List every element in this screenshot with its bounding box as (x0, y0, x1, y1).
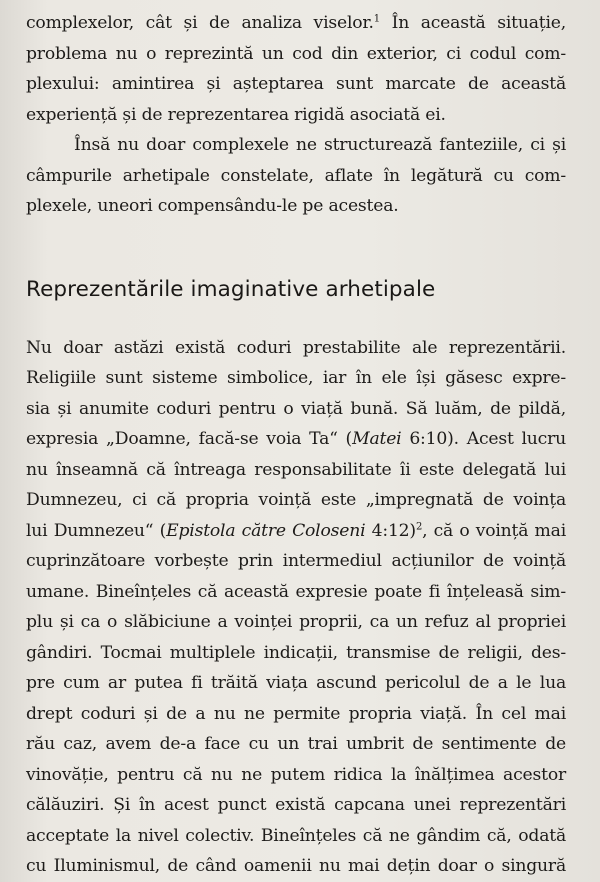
text-line: umane. Bineînțeles că această expresie poate fi înțeleasă sim- (26, 581, 566, 602)
paragraph-archetypal-fields (26, 130, 566, 222)
text-line: Nu doar astăzi există coduri prestabilite ale reprezentării. (26, 337, 566, 358)
text-line: sia și anumite coduri pentru o viață bună. Să luăm, de pildă, (26, 398, 566, 419)
text-line (26, 8, 566, 39)
text-span: lui Dumnezeu“ ( (26, 520, 167, 541)
text-line: plexului: amintirea și așteptarea sunt marcate de această (26, 74, 566, 94)
text-line: plu și ca o slăbiciune a voinței proprii, ca un refuz al propriei (26, 612, 566, 632)
text-span: În această situație, (379, 13, 566, 33)
text-line: rău caz, avem de-a face cu un trai umbrit de sentimente de (26, 734, 566, 754)
text-line: cu Iluminismul, de când oamenii nu mai dețin doar o singură (26, 856, 566, 876)
text-line: vinovăție, pentru că nu ne putem ridica la înălțimea acestor (26, 764, 566, 785)
paragraph-codes-religion (26, 333, 566, 882)
text-line: problema nu o reprezintă un cod din exterior, ci codul com- (26, 43, 566, 64)
text-span: 6:10). Acest lucru (401, 429, 566, 449)
text-line (26, 516, 566, 547)
text-line: gândiri. Tocmai multiplele indicații, transmise de religii, des- (26, 642, 566, 663)
bible-reference: Matei (352, 429, 402, 449)
text-span: 4:12) (365, 520, 416, 541)
text-line: drept coduri și de a nu ne permite propria viață. În cel mai (26, 703, 566, 724)
text-line: plexele, uneori compensându-le pe acestea. (26, 196, 399, 216)
text-span: , că o voință mai (422, 520, 566, 541)
text-span: complexelor, cât și de analiza viselor. (26, 13, 374, 33)
text-line: experiență și de reprezentarea rigidă asociată ei. (26, 104, 446, 125)
section-heading: Reprezentările imaginative arhetipale (26, 276, 436, 302)
text-line: acceptate la nivel colectiv. Bineînțeles că ne gândim că, odată (26, 825, 566, 846)
text-span: expresia „Doamne, facă-se voia Ta“ ( (26, 429, 353, 449)
paragraph-complexes (26, 8, 566, 130)
text-line (26, 424, 566, 455)
text-line: Religiile sunt sisteme simbolice, iar în ele își găsesc expre- (26, 368, 566, 388)
text-line: cuprinzătoare vorbește prin intermediul acțiunilor de voință (26, 551, 566, 571)
bible-reference: Epistola către Coloseni (166, 520, 366, 541)
footnote-marker-1: 1 (373, 13, 380, 25)
footnote-marker-2: 2 (415, 520, 423, 532)
text-line: Dumnezeu, ci că propria voință este „impregnată de voința (26, 490, 566, 510)
text-line: pre cum ar putea fi trăită viața ascund pericolul de a le lua (26, 673, 566, 693)
text-line: nu înseamnă că întreaga responsabilitate îi este delegată lui (26, 459, 566, 480)
text-line: câmpurile arhetipale constelate, aflate în legătură cu com- (26, 165, 566, 186)
text-line: Însă nu doar complexele ne structurează fanteziile, ci și (74, 135, 566, 155)
text-line: călăuziri. Și în acest punct există capcana unei reprezentări (26, 795, 566, 815)
